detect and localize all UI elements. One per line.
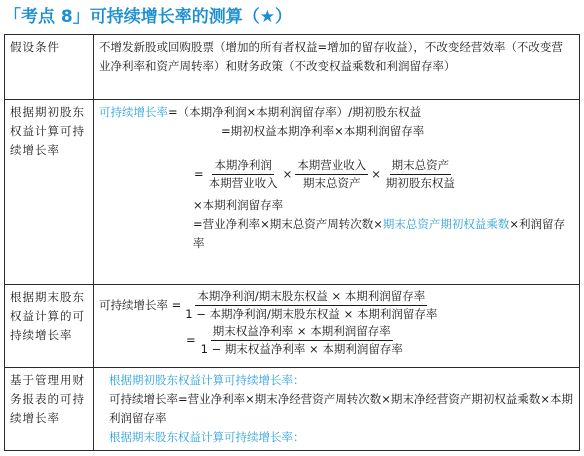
equals-sign: = [194,167,204,181]
formula-lhs: 可持续增长率 = [99,298,182,312]
page-title: 「考点 8」可持续增长率的测算（★） [4,7,292,27]
numerator: 本期营业收入 [295,157,368,175]
fraction [207,157,280,192]
equals-sign: = [186,333,196,347]
numerator: 本期净利润/期末股东权益 × 本期利润留存率 [195,288,427,306]
table-row-ending-equity [5,285,580,368]
formula-text: 可持续增长率=营业净利率×期末净经营资产周转次数×期末净经营资产期初权益乘数×本期利润留存率 [109,392,574,425]
formula-line-4: ×本期利润留存率 [193,198,284,212]
denominator: 期末总资产 [303,176,361,190]
fraction [183,288,439,323]
denominator: 1 − 期末权益净利率 × 本期利润留存率 [200,342,403,356]
management-statements-content [94,368,580,451]
fraction [295,157,368,192]
table-row-assumptions [5,35,580,100]
formula-line-2 [99,323,574,358]
formula-line-2: =期初权益本期净利率×本期利润留存率 [221,124,425,138]
formula-line-fractions [99,157,574,192]
denominator: 期初股东权益 [385,176,455,190]
term-highlight: 可持续增长率 [99,105,168,119]
numerator: 期末权益净利率 × 本期利润留存率 [211,323,393,341]
formula-text: =营业净利率×期末总资产周转次数× [193,217,383,231]
beginning-equity-content [94,100,580,285]
subheading: 根据期末股东权益计算可持续增长率： [109,430,305,444]
fraction [199,323,405,358]
fraction [384,157,457,192]
ending-equity-content [94,285,580,368]
formula-line-1 [99,103,574,122]
formula-text: =（本期净利润×本期利润留存率）/期初股东权益 [168,105,422,119]
row-label: 基于管理用财务报表的可持续增长率 [5,368,94,451]
subheading: 根据期初股东权益计算可持续增长率： [109,373,305,387]
formula-line-5 [99,215,574,253]
row-label: 根据期初股东权益计算可持续增长率 [5,100,94,285]
formula-text: ×利润留存率 [193,217,566,250]
term-highlight: 期末总资产期初权益乘数 [382,217,510,231]
numerator: 期末总资产 [390,157,452,175]
row-label: 根据期末股东权益计算的可持续增长率 [5,285,94,368]
denominator: 1 − 本期净利润/期末股东权益 × 本期利润留存率 [185,307,438,321]
table-row-management-statements [5,368,580,451]
times-sign: × [371,167,381,181]
assumptions-text: 不增发新股或回购股票（增加的所有者权益=增加的留存收益），不改变经营效率（不改变营业净利率和资产周转率）和财务政策（不改变权益乘数和利润留存率） [94,35,580,100]
numerator: 本期净利润 [212,157,274,175]
formula-line-1 [99,288,574,323]
times-sign: × [282,167,293,181]
denominator: 本期营业收入 [208,176,278,190]
row-label: 假设条件 [5,35,94,100]
formula-table [4,34,580,451]
table-row-beginning-equity [5,100,580,285]
